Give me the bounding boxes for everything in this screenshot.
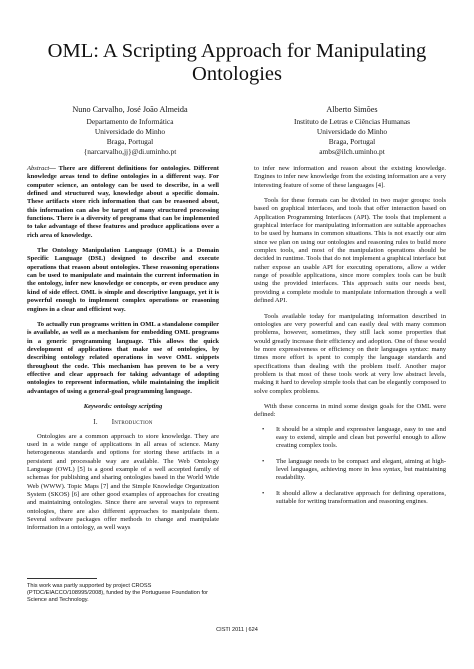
abstract-text: — There are different definitions for ontologies. Different knowledge areas tend to define ontologies in a different way. For computer science, an ontology can be used to describe, in a well defined and structured way, knowledge about a specific domain. These artifacts store rich information that can be reasoned about, this information can also be target of many structured processing functions. There is a diversity of programs that can be implemented to take advantage of these features and produce applications over a rich area of knowledge. bbox=[27, 165, 219, 239]
body-paragraph: Tools for these formats can be divided in two major groups: tools based on graphical interfaces, and tools that offer interaction based on Application Programming Interfaces (API). The tools that implement a graphical interface for manipulating information are suitable approaches to be used by humans in common situations. This is not exactly our aim since we plan on using our ontologies and reasoning rules to build more complex tools, and most of the manipulation operations should be decided in runtime. Tools that do not implement a graphical interface but rather expose an usable API for executing operations, allow a wider range of possible applications, since more complex tools can be built using the provided interfaces. This approach suits our needs best, providing a complete module to manipulate information through a well defined API. bbox=[254, 197, 446, 305]
author-affiliation-line: Universidade do Minho bbox=[316, 127, 388, 136]
bullet-icon: • bbox=[262, 489, 265, 497]
title-line-2: Ontologies bbox=[192, 63, 282, 85]
keywords: Keywords: ontology scripting bbox=[83, 402, 163, 410]
body-paragraph: With these concerns in mind some design goals for the OML were defined: bbox=[254, 402, 446, 419]
section-heading bbox=[27, 419, 219, 427]
bullet-icon: • bbox=[262, 425, 265, 433]
section-number: I. bbox=[93, 419, 98, 427]
author-affiliation-line: Instituto de Letras e Ciências Humanas bbox=[294, 117, 410, 126]
author-email: {narcarvalho,jj}@di.uminho.pt bbox=[83, 147, 177, 156]
author-email: ambs@ilch.uminho.pt bbox=[319, 147, 385, 156]
abstract-paragraph: To actually run programs written in OML a standalone compiler is available, as well as a mechanism for embedding OML programs in a generic programming language. This allows the quick development of applications that make use of ontologies, by describing ontology related operations in wove OML snippets throughout the code. This mechanism has proven to be a very effective and clear approach for taking advantage of adopting ontologies to represent information, while maintaining the implicit advantages of using a general-goal programming language. bbox=[27, 320, 219, 395]
body-paragraph: Tools available today for manipulating information described in ontologies are very powerful and can easily deal with many common problems, however, sometimes, they still lack some properties that would greatly increase their efficiency and adoption. One of these would be more expressiveness or efficiency on their languages syntax: many times more effort is spent to comply the language standards and specifications than dealing with the problem itself. Another major problem is that most of these tools work at very low abstract levels, making it hard to develop simple tools that can be elegantly composed to solve complex problems. bbox=[254, 312, 446, 395]
abstract-paragraph: The Ontology Manipulation Language (OML) is a Domain Specific Language (DSL) designed to describe and execute operations that reason about ontologies. These reasoning operations can be used to manipulate and maintain the current information in the ontology, infer new knowledge or concepts, or even produce any kind of side effect. OML is simple and descriptive language, yet it is powerful enough to implement complex operations or reasoning engines in a clear and efficient way. bbox=[27, 247, 219, 313]
author-name: Nuno Carvalho, José João Almeida bbox=[72, 105, 188, 114]
title-line-1: OML: A Scripting Approach for Manipulating bbox=[47, 40, 427, 62]
list-item-text: The language needs to be compact and elegant, aiming at high-level languages, achieving more in less syntax, but maintaining readability. bbox=[276, 457, 446, 482]
list-item bbox=[254, 490, 446, 507]
abstract-paragraph bbox=[27, 165, 219, 240]
right-column bbox=[254, 165, 446, 513]
footnote: This work was partly supported by project CROSS (PTDC/EIACCO/108995/2008), funded by the Portuguese Foundation for Science and Technology. bbox=[27, 583, 208, 603]
body-paragraph: to infer new information and reason about the existing knowledge. Engines to infer new knowledge from the existing information are a very interesting feature of some of these languages [4]. bbox=[254, 165, 446, 189]
author-affiliation-line: Universidade do Minho bbox=[94, 127, 166, 136]
bullet-icon: • bbox=[262, 457, 265, 465]
page-footer: CISTI 2011 | 624 bbox=[216, 627, 258, 633]
list-item bbox=[254, 426, 446, 451]
body-paragraph: Ontologies are a common approach to store knowledge. They are used in a wide range of applications in all areas of science. Many heterogeneous standards and options for storing these artifacts in a persistent and processable way are available. The Web Ontology Language (OWL) [5] is a good example of a well accepted family of schemas for publishing and sharing ontologies based in the World Wide Web (WWW). Topic Maps [7] and the Simple Knowledge Organization System (SKOS) [6] are other good examples of approaches for creating and maintaining ontologies. Since there are several ways to represent ontologies, there are also different approaches to manipulate them. Several software packages offer methods to change and manipulate information in a ontology, as well ways bbox=[27, 432, 219, 532]
author-name: Alberto Simões bbox=[326, 105, 378, 114]
list-item-text: It should allow a declarative approach for defining operations, suitable for writing transformation and reasoning engines. bbox=[276, 489, 446, 506]
list-item-text: It should be a simple and expressive language, easy to use and easy to extend, simple and clean but powerful enough to allow creating complex tools. bbox=[276, 425, 446, 450]
author-affiliation-line: Braga, Portugal bbox=[328, 137, 376, 146]
author-block-1 bbox=[40, 105, 220, 157]
footnote-divider bbox=[27, 578, 97, 579]
author-affiliation-line: Braga, Portugal bbox=[106, 137, 154, 146]
abstract-label: Abstract bbox=[27, 165, 50, 172]
list-item bbox=[254, 458, 446, 483]
author-affiliation-line: Departamento de Informática bbox=[86, 117, 174, 126]
section-title: Introduction bbox=[111, 419, 153, 427]
author-block-2 bbox=[262, 105, 442, 157]
design-goals-list bbox=[254, 426, 446, 507]
paper-title bbox=[20, 40, 454, 86]
left-column bbox=[27, 165, 219, 533]
